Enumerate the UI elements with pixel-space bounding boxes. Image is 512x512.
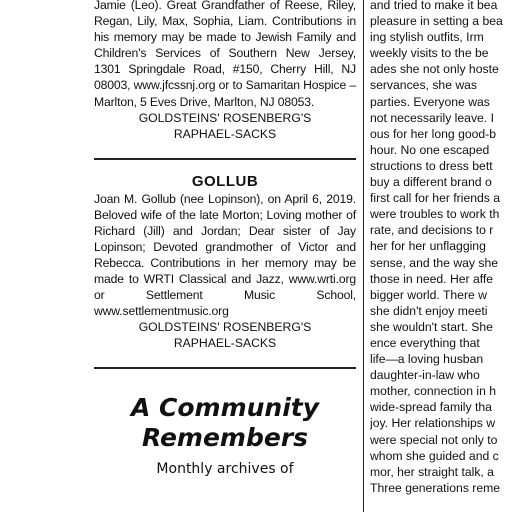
right-column-line: servances, she was [370, 78, 478, 93]
right-column-line: joy. Her relationships w [370, 416, 496, 431]
right-column [370, 0, 512, 496]
right-column-line: ades she not only hoste [370, 62, 499, 77]
funeral-home-line1: GOLDSTEINS' ROSENBERG'S [138, 110, 312, 125]
right-column-line: and tried to make it bea [370, 0, 498, 12]
right-column-line: weekly visits to the be [370, 46, 489, 61]
right-column-line: structions to dress bett [370, 158, 493, 173]
obituary-gollub [94, 191, 356, 320]
right-column-line: wide-spread family tha [370, 400, 492, 415]
promo-title-line2: Remembers [141, 423, 309, 453]
left-column [94, 0, 356, 477]
right-column-line: life—a loving husban [370, 352, 484, 367]
right-column-line: were special not only to [370, 432, 498, 447]
promo-title-line1: A Community [130, 393, 320, 423]
obituary-text: Jamie (Leo). Great Grandfather of Reese, Riley, Regan, Lily, Max, Sophia, Liam. Contributions in his memory may be made to Jewish Family and Children's Services of Southern New Jersey, 1301 Springdale Road, #150, Cherry Hill, NJ 08003, www.jfcssnj.org or to Samaritan Hospice – Marlton, 5 Eves Drive, Marlton, NJ 08053. [94, 0, 356, 109]
right-column-line: she didn't enjoy meeti [370, 303, 488, 318]
column-divider [363, 0, 364, 512]
funeral-home-line2: RAPHAEL-SACKS [173, 126, 277, 141]
right-column-line: ing stylish outfits, Irm [370, 30, 484, 45]
section-divider [94, 367, 356, 369]
right-column-line: her for her unflagging [370, 239, 486, 254]
right-column-line: hour. No one escaped [370, 142, 490, 157]
obituary-name: GOLLUB [191, 172, 259, 190]
right-column-line: ous for her long good-b [370, 126, 497, 141]
community-promo [94, 393, 356, 477]
right-column-line: ence everything that [370, 335, 480, 350]
right-column-text [370, 0, 512, 496]
obituary-text: Joan M. Gollub (nee Lopinson), on April 6, 2019. Beloved wife of the late Morton; Loving mother of Richard (Jill) and Jordan; Dear sister of Jay Lopinson; Devoted grandmother of Victor and Rebecca. Contributions in her memory may be made to WRTI Classical and Jazz, www.wrti.org or Settlement Music School, www.settlementmusic.org [94, 191, 356, 319]
obituary-previous [94, 0, 356, 110]
right-column-line: she wouldn't start. She [370, 319, 493, 334]
section-divider [94, 158, 356, 160]
right-column-line: pleasure in setting a bea [370, 14, 503, 29]
right-column-line: parties. Everyone was [370, 94, 490, 109]
right-column-line: mor, her straight talk, a [370, 464, 494, 479]
right-column-line: buy a different brand o [370, 175, 492, 190]
promo-subtitle: Monthly archives of [156, 461, 294, 478]
right-column-line: whom she guided and c [370, 448, 499, 463]
funeral-home-line1: GOLDSTEINS' ROSENBERG'S [138, 320, 312, 335]
right-column-line: first call for her friends a [370, 191, 501, 206]
funeral-home-line2: RAPHAEL-SACKS [173, 336, 277, 351]
right-column-line: daughter-in-law who [370, 368, 480, 383]
right-column-line: sense, and the way she [370, 255, 499, 270]
right-column-line: those in need. Her affe [370, 271, 494, 286]
right-column-line: Three generations reme [370, 480, 501, 495]
right-column-line: rate, and decisions to r [370, 223, 494, 238]
right-column-line: bigger world. There w [370, 287, 487, 302]
right-column-line: were troubles to work th [370, 207, 500, 222]
right-column-line: not necessarily leave. I [370, 110, 494, 125]
right-column-line: mother, connection in h [370, 384, 497, 399]
